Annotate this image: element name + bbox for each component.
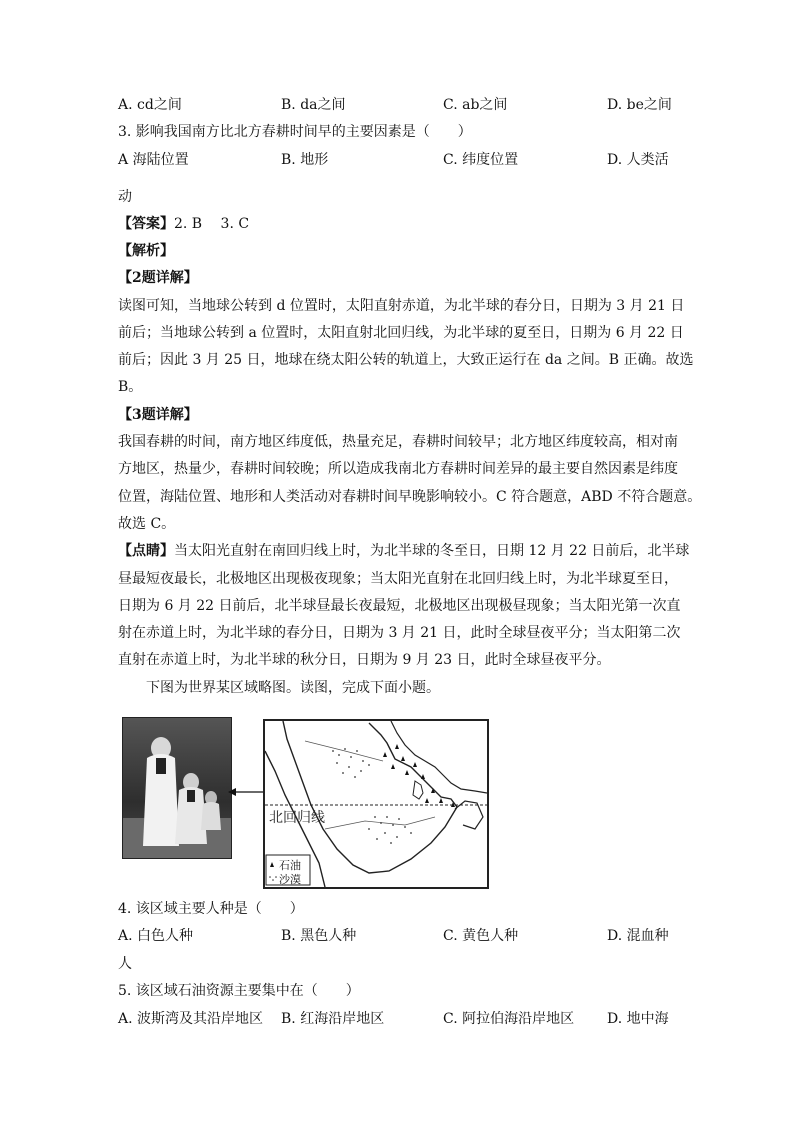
q4-option-c [443, 925, 518, 947]
q2-detail-line: 前后；当地球公转到 a 位置时，太阳直射北回归线，为北半球的夏至日，日期为 6 月 22 日 [118, 325, 684, 341]
tip-line: 日期为 6 月 22 日前后，北半球昼最长夜最短，北极地区出现极昼现象；当太阳光第一次直 [118, 598, 681, 614]
q2-detail-line: 前后；因此 3 月 25 日，地球在绕太阳公转的轨道上，大致正运行在 da 之间。B 正确。故选 [118, 352, 694, 368]
option-text: 黑色人种 [300, 928, 357, 944]
q5-option-c [443, 1008, 574, 1030]
option-text: 地中海 [626, 1011, 669, 1027]
option-letter: B. [281, 928, 296, 944]
option-letter: A [118, 152, 129, 168]
arrow-icon [228, 787, 268, 797]
option-letter: D. [607, 97, 623, 113]
option-text: 海陆位置 [132, 152, 189, 168]
q3-option-d [607, 149, 669, 171]
tip-line: 直射在赤道上时，为北半球的秋分日，日期为 9 月 23 日，此时全球昼夜平分。 [118, 652, 611, 668]
option-letter: C. [443, 152, 458, 168]
q3-detail-line: 方地区，热量少，春耕时间较晚；所以造成我南北方春耕时间差异的最主要自然因素是纬度 [118, 461, 678, 477]
q3-option-a [118, 149, 189, 171]
q4-option-wrap: 人 [118, 956, 132, 972]
q1-option-b [281, 94, 346, 116]
option-text: 人类活 [626, 152, 669, 168]
q3-option-wrap: 动 [118, 189, 132, 205]
q2-detail-label: 【2题详解】 [118, 270, 198, 286]
option-letter: D. [607, 1011, 623, 1027]
people-photo-graphic [123, 718, 231, 858]
tip-label: 【点睛】 [118, 543, 174, 559]
q4-stem: 4. 该区域主要人种是（ ） [118, 901, 304, 917]
q2-detail-line: B。 [118, 379, 143, 395]
q3-option-b [281, 149, 328, 171]
region-figure [122, 717, 490, 889]
option-letter: C. [443, 928, 458, 944]
option-letter: A. [118, 1011, 133, 1027]
q3-stem: 3. 影响我国南方比北方春耕时间早的主要因素是（ ） [118, 124, 472, 140]
option-letter: B. [281, 97, 296, 113]
option-text: 纬度位置 [462, 152, 519, 168]
region-map [263, 719, 489, 889]
q3-option-c [443, 149, 518, 171]
tip-line: 昼最短夜最长，北极地区出现极夜现象；当太阳光直射在北回归线上时，为北半球夏至日， [118, 571, 678, 587]
q2-detail-line: 读图可知，当地球公转到 d 位置时，太阳直射赤道，为北半球的春分日，日期为 3 月 21 日 [118, 298, 685, 314]
q3-detail-line: 故选 C。 [118, 516, 176, 532]
option-text: ab之间 [462, 97, 508, 113]
q3-detail-line: 位置，海陆位置、地形和人类活动对春耕时间早晚影响较小。C 符合题意，ABD 不符合题意。 [118, 489, 702, 505]
figure-intro: 下图为世界某区域略图。读图，完成下面小题。 [146, 680, 440, 696]
option-letter: B. [281, 1011, 296, 1027]
option-letter: A. [118, 97, 133, 113]
option-text: 地形 [300, 152, 329, 168]
option-letter: A. [118, 928, 133, 944]
q4-option-b [281, 925, 356, 947]
legend-oil: 石油 [279, 859, 301, 872]
tip-line: 射在赤道上时，为北半球的春分日，日期为 3 月 21 日，此时全球昼夜平分；当太阳第二次 [118, 625, 681, 641]
legend-desert: 沙漠 [279, 873, 301, 886]
q1-option-c [443, 94, 507, 116]
q5-option-a [118, 1008, 263, 1030]
analysis-label: 【解析】 [118, 243, 174, 259]
option-text: da之间 [300, 97, 346, 113]
option-text: 黄色人种 [462, 928, 519, 944]
q5-option-d [607, 1008, 669, 1030]
desert-dots [332, 748, 412, 844]
people-photo [122, 717, 232, 859]
option-letter: B. [281, 152, 296, 168]
q3-detail-line: 我国春耕的时间，南方地区纬度低，热量充足，春耕时间较早；北方地区纬度较高，相对南 [118, 434, 678, 450]
option-letter: D. [607, 152, 623, 168]
tropic-label: 北回归线 [269, 810, 325, 826]
q5-option-b [281, 1008, 384, 1030]
answer-line [118, 213, 678, 235]
option-text: 波斯湾及其沿岸地区 [137, 1011, 264, 1027]
q4-option-d [607, 925, 669, 947]
tip-line-first [118, 540, 690, 562]
option-text: 混血种 [626, 928, 669, 944]
option-text: 阿拉伯海沿岸地区 [462, 1011, 575, 1027]
tip-first-text: 当太阳光直射在南回归线上时，为北半球的冬至日，日期 12 月 22 日前后，北半球 [174, 543, 690, 559]
q4-option-a [118, 925, 193, 947]
q1-option-a [118, 94, 182, 116]
answer-label: 【答案】 [118, 216, 174, 232]
answer-text: 2. B 3. C [174, 216, 250, 232]
option-text: 红海沿岸地区 [300, 1011, 385, 1027]
option-text: be之间 [626, 97, 672, 113]
option-text: 白色人种 [137, 928, 194, 944]
q1-option-d [607, 94, 672, 116]
option-letter: C. [443, 97, 458, 113]
q3-detail-label: 【3题详解】 [118, 407, 198, 423]
option-letter: C. [443, 1011, 458, 1027]
option-letter: D. [607, 928, 623, 944]
q5-stem: 5. 该区域石油资源主要集中在（ ） [118, 983, 360, 999]
option-text: cd之间 [137, 97, 182, 113]
